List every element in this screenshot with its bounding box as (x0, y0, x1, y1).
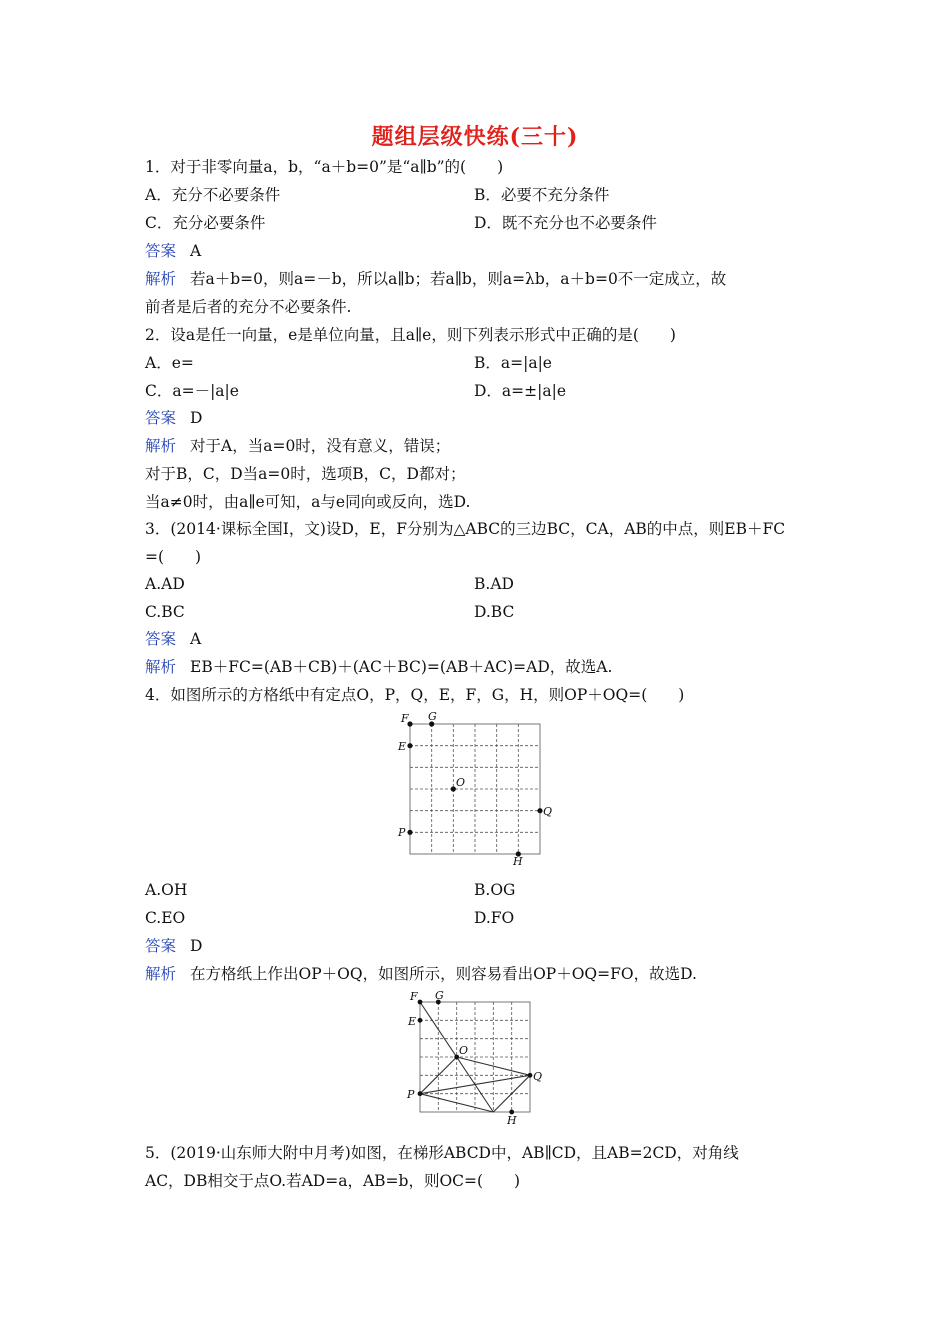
q1-option-d: D．既不充分也不必要条件 (474, 214, 657, 232)
q1-stem: 1．对于非零向量a，b，“a＋b=0”是“a∥b”的( ) (145, 158, 504, 176)
answer-label: 答案 (145, 242, 177, 260)
q1-analysis (145, 269, 726, 289)
label-f: F (410, 990, 418, 1003)
answer-label: 答案 (145, 409, 177, 427)
q1-option-b: B．必要不充分条件 (474, 186, 610, 204)
page-title: 题组层级快练(三十) (371, 124, 579, 150)
q4-option-a: A.OH (145, 881, 188, 899)
label-o: O (456, 776, 466, 789)
point-f (418, 1000, 423, 1005)
answer-value: D (190, 409, 203, 427)
point-p (418, 1091, 423, 1096)
q2-option-a: A．e= (145, 354, 194, 372)
q3-stem: 3．(2014·课标全国Ⅰ，文)设D，E，F分别为△ABC的三边BC，CA，AB的中点，则EB＋FC (145, 520, 786, 538)
point-q (537, 808, 542, 813)
q1-option-a: A．充分不必要条件 (145, 186, 281, 204)
q1-analysis-cont: 前者是后者的充分不必要条件. (145, 298, 352, 316)
label-q: Q (543, 805, 552, 818)
q3-option-c: C.BC (145, 603, 185, 621)
q3-option-b: B.AD (474, 575, 514, 593)
label-h: H (513, 855, 523, 868)
point-e (418, 1018, 423, 1023)
q3-option-d: D.BC (474, 603, 515, 621)
q2-answer (145, 408, 202, 428)
label-p: P (407, 1088, 415, 1101)
answer-value: A (190, 242, 202, 260)
answer-label: 答案 (145, 630, 177, 648)
q2-option-d: D．a=±|a|e (474, 382, 567, 400)
q4-grid-figure (392, 708, 552, 868)
q3-stem-cont: =( ) (145, 548, 202, 566)
q3-analysis (145, 657, 612, 677)
analysis-label: 解析 (145, 658, 177, 676)
q4-analysis (145, 964, 697, 984)
q2-analysis-3: 当a≠0时，由a∥e可知，a与e同向或反向，选D. (145, 493, 471, 511)
point-e (407, 743, 412, 748)
q3-option-a: A.AD (145, 575, 185, 593)
label-p: P (398, 826, 406, 839)
q5-stem: 5．(2019·山东师大附中月考)如图，在梯形ABCD中，AB∥CD，且AB=2CD，对角线 (145, 1144, 739, 1162)
answer-value: D (190, 937, 203, 955)
analysis-text: 在方格纸上作出OP＋OQ，如图所示，则容易看出OP＋OQ=FO，故选D. (190, 965, 697, 983)
analysis-label: 解析 (145, 270, 177, 288)
analysis-text: 若a＋b=0，则a=－b，所以a∥b；若a∥b，则a=λb，a＋b=0不一定成立，故 (190, 270, 727, 288)
label-f: F (401, 712, 409, 725)
q4-option-c: C.EO (145, 909, 186, 927)
label-o: O (459, 1044, 469, 1057)
label-e: E (398, 740, 407, 753)
label-g: G (428, 710, 437, 723)
label-e: E (408, 1015, 417, 1028)
label-h: H (507, 1114, 517, 1127)
q4-option-b: B.OG (474, 881, 516, 899)
answer-value: A (190, 630, 202, 648)
analysis-text: EB＋FC=(AB＋CB)＋(AC＋BC)=(AB＋AC)=AD，故选A. (190, 658, 613, 676)
answer-label: 答案 (145, 937, 177, 955)
q3-answer (145, 629, 201, 649)
q2-option-b: B．a=|a|e (474, 354, 552, 372)
q1-answer (145, 241, 201, 261)
analysis-text: 对于A，当a=0时，没有意义，错误； (190, 437, 451, 455)
point-q (528, 1073, 533, 1078)
label-q: Q (533, 1070, 543, 1083)
label-g: G (435, 990, 444, 1002)
q2-option-c: C．a=－|a|e (145, 382, 239, 400)
q5-stem-cont: AC，DB相交于点O.若AD=a，AB=b，则OC=( ) (145, 1172, 521, 1190)
q2-analysis-2: 对于B，C，D当a=0时，选项B，C，D都对； (145, 465, 466, 483)
analysis-label: 解析 (145, 965, 177, 983)
q4-answer (145, 936, 202, 956)
q4-solution-figure (400, 990, 560, 1130)
analysis-label: 解析 (145, 437, 177, 455)
q2-stem: 2．设a是任一向量，e是单位向量，且a∥e，则下列表示形式中正确的是( ) (145, 326, 676, 344)
q4-stem: 4．如图所示的方格纸中有定点O，P，Q，E，F，G，H，则OP＋OQ=( ) (145, 686, 685, 704)
point-p (407, 830, 412, 835)
q4-option-d: D.FO (474, 909, 515, 927)
q1-option-c: C．充分必要条件 (145, 214, 266, 232)
q2-analysis (145, 436, 450, 456)
